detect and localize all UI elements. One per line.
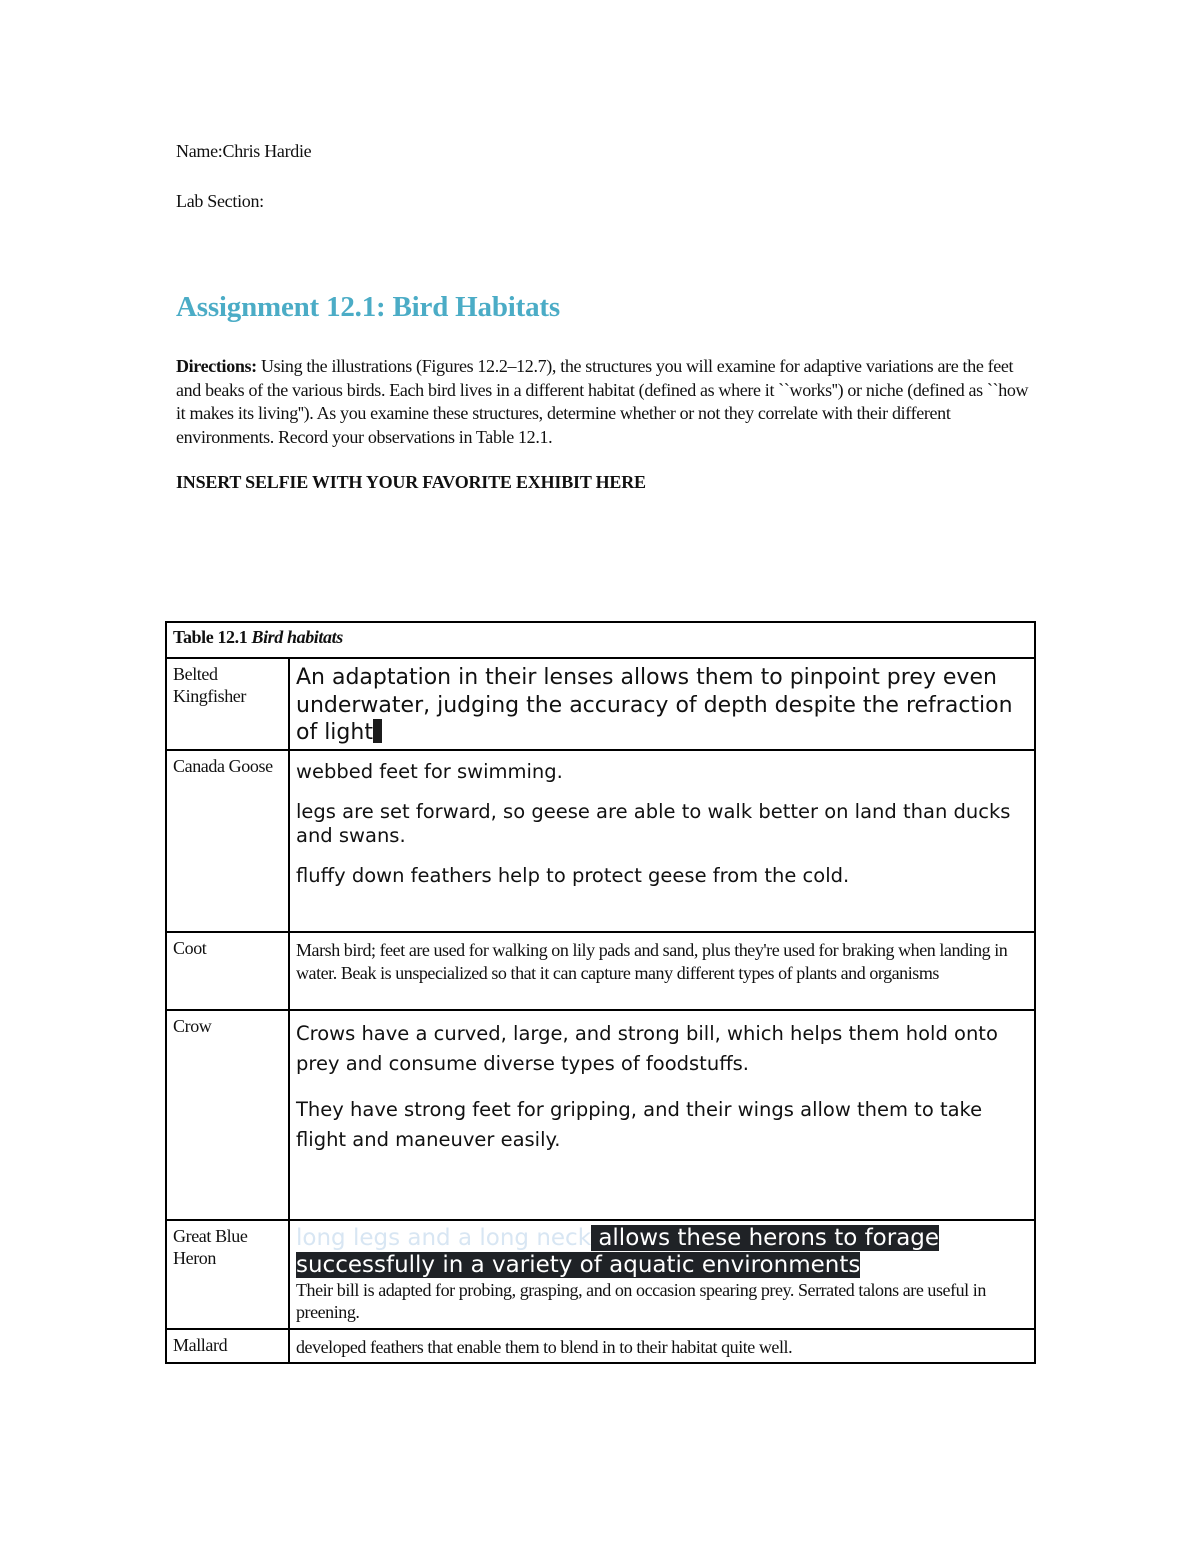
description-cell[interactable] — [289, 658, 1035, 750]
mallard-description: developed feathers that enable them to blend in to their habitat quite well. — [296, 1337, 793, 1357]
bird-name-cell: Crow — [166, 1010, 289, 1220]
description-cell[interactable] — [289, 1220, 1035, 1329]
heron-selection-highlight: allows these herons to forage successfully in a variety of aquatic environments — [296, 1225, 940, 1278]
name-label: Name: — [176, 141, 223, 161]
bird-habitats-table — [165, 621, 1036, 1364]
table-caption-title: Bird habitats — [251, 627, 343, 647]
description-cell[interactable] — [289, 1329, 1035, 1363]
directions-label: Directions: — [176, 356, 257, 376]
crow-paragraph: Crows have a curved, large, and strong bill, which helps them hold onto prey and consume diverse types of foodstuffs. — [296, 1022, 998, 1075]
table-row — [166, 1010, 1035, 1220]
name-line — [176, 141, 311, 162]
directions-text: Using the illustrations (Figures 12.2–12.7), the structures you will examine for adaptive variations are the feet and beaks of the various birds. Each bird lives in a different habitat (defined as where it ``works'') or niche (defined as ``how it makes its living''). As you examine these structures, determine whether or not they correlate with their different environments. Record your observations in Table 12.1. — [176, 356, 1029, 447]
kingfisher-text: An adaptation in their lenses allows them to pinpoint prey even underwater, judging the accuracy of depth despite the refraction of light — [296, 665, 1013, 745]
assignment-title: Assignment 12.1: Bird Habitats — [176, 291, 560, 323]
crow-description — [296, 1013, 1028, 1155]
goose-description — [296, 753, 1028, 888]
description-cell[interactable] — [289, 932, 1035, 1010]
crow-paragraph: They have strong feet for gripping, and their wings allow them to take flight and maneuver easily. — [296, 1098, 983, 1151]
goose-paragraph: fluffy down feathers help to protect geese from the cold. — [296, 864, 850, 887]
coot-description: Marsh bird; feet are used for walking on lily pads and sand, plus they're used for braking when landing in water. Beak is unspecialized so that it can capture many different types of plants and organisms — [296, 940, 1008, 983]
goose-paragraph: legs are set forward, so geese are able to walk better on land than ducks and swans. — [296, 800, 1011, 847]
name-value: Chris Hardie — [222, 141, 312, 161]
table-caption-number: Table 12.1 — [173, 627, 252, 647]
bird-name-cell: Belted Kingfisher — [166, 658, 289, 750]
bird-name-cell: Coot — [166, 932, 289, 1010]
lab-section-line: Lab Section: — [176, 191, 264, 211]
bird-name-cell: Great Blue Heron — [166, 1220, 289, 1329]
description-cell[interactable] — [289, 750, 1035, 932]
table-row — [166, 1329, 1035, 1363]
heron-faded-text: long legs and a long neck — [296, 1225, 592, 1251]
goose-paragraph: webbed feet for swimming. — [296, 760, 563, 783]
table-row — [166, 932, 1035, 1010]
table-row — [166, 658, 1035, 750]
text-cursor — [373, 719, 382, 743]
table-row — [166, 1220, 1035, 1329]
table-caption — [166, 622, 1035, 658]
table-caption-row — [166, 622, 1035, 658]
directions-paragraph — [176, 355, 1036, 449]
kingfisher-description — [296, 661, 1028, 747]
heron-description: Their bill is adapted for probing, grasping, and on occasion spearing prey. Serrated talons are useful in preening. — [296, 1280, 986, 1322]
table-row — [166, 750, 1035, 932]
bird-name-cell: Canada Goose — [166, 750, 289, 932]
description-cell[interactable] — [289, 1010, 1035, 1220]
selfie-prompt: INSERT SELFIE WITH YOUR FAVORITE EXHIBIT HERE — [176, 472, 646, 492]
heron-highlighted-text — [296, 1223, 1028, 1279]
bird-name-cell: Mallard — [166, 1329, 289, 1363]
